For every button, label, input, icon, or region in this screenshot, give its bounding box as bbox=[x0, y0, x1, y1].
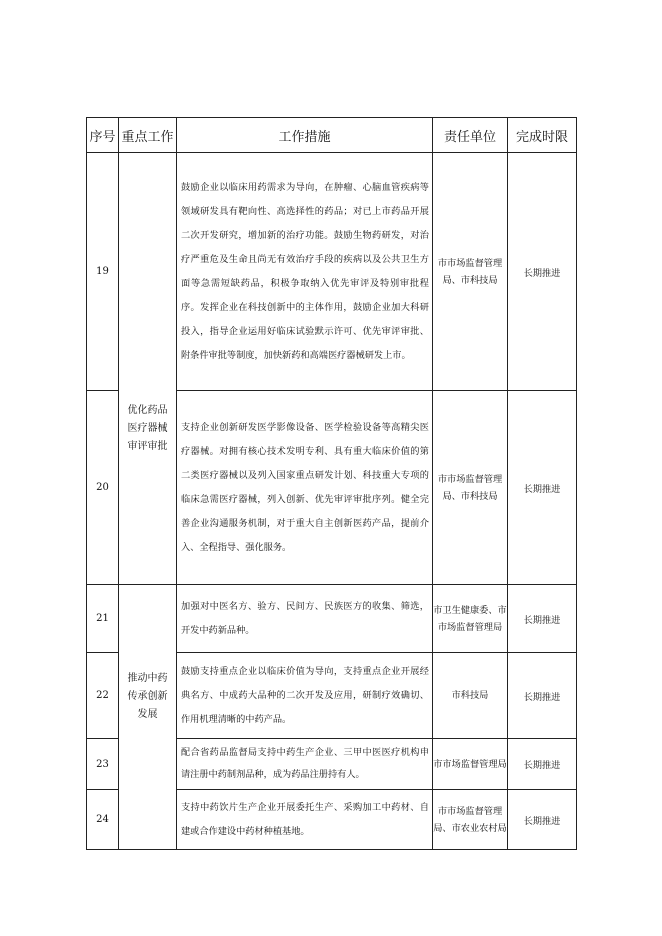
row-seq: 24 bbox=[87, 790, 119, 850]
deadline-cell: 长期推进 bbox=[508, 153, 577, 391]
responsible-cell: 市市场监督管理局、市农业农村局 bbox=[433, 790, 508, 850]
work-measures-table bbox=[86, 117, 577, 850]
measures-cell: 支持企业创新研发医学影像设备、医学检验设备等高精尖医疗器械。对拥有核心技术发明专利、具有重大临床价值的第二类医疗器械以及列入国家重点研发计划、科技重大专项的临床急需医疗器械，列入创新、优先审评审批序列。健全完善企业沟通服务机制，对于重大自主创新医药产品，提前介入、全程指导、强化服务。 bbox=[177, 391, 433, 585]
header-seq: 序号 bbox=[87, 118, 119, 153]
responsible-cell: 市市场监督管理局、市科技局 bbox=[433, 153, 508, 391]
key-work-text: 推动中药传承创新发展 bbox=[127, 673, 168, 720]
measures-cell: 鼓励企业以临床用药需求为导向，在肿瘤、心脑血管疾病等领域研发具有靶向性、高选择性的药品；对已上市药品开展二次开发研究，增加新的治疗功能。鼓励生物药研发，对治疗严重危及生命且尚无有效治疗手段的疾病以及公共卫生方面等急需短缺药品，积极争取纳入优先审评及特别审批程序。发挥企业在科技创新中的主体作用，鼓励企业加大科研投入，指导企业运用好临床试验默示许可、优先审评审批、附条件审批等制度，加快新药和高端医疗器械研发上市。 bbox=[177, 153, 433, 391]
header-measures: 工作措施 bbox=[177, 118, 433, 153]
deadline-cell: 长期推进 bbox=[508, 790, 577, 850]
deadline-cell: 长期推进 bbox=[508, 391, 577, 585]
measures-cell: 配合省药品监督局支持中药生产企业、三甲中医医疗机构申请注册中药制剂品种，成为药品注册持有人。 bbox=[177, 739, 433, 790]
measures-cell: 加强对中医名方、验方、民间方、民族医方的收集、筛选，开发中药新品种。 bbox=[177, 585, 433, 653]
header-responsible: 责任单位 bbox=[433, 118, 508, 153]
header-deadline: 完成时限 bbox=[508, 118, 577, 153]
responsible-cell: 市科技局 bbox=[433, 653, 508, 739]
row-seq: 21 bbox=[87, 585, 119, 653]
table-header-row bbox=[87, 118, 577, 153]
row-seq: 19 bbox=[87, 153, 119, 391]
responsible-cell: 市市场监督管理局、市科技局 bbox=[433, 391, 508, 585]
key-work-cell bbox=[119, 585, 177, 850]
header-key-work: 重点工作 bbox=[119, 118, 177, 153]
measures-cell: 支持中药饮片生产企业开展委托生产、采购加工中药材、自建或合作建设中药材种植基地。 bbox=[177, 790, 433, 850]
row-seq: 23 bbox=[87, 739, 119, 790]
responsible-cell: 市市场监督管理局 bbox=[433, 739, 508, 790]
key-work-text: 优化药品医疗器械审评审批 bbox=[127, 404, 168, 452]
deadline-cell: 长期推进 bbox=[508, 739, 577, 790]
row-seq: 20 bbox=[87, 391, 119, 585]
table-row bbox=[87, 153, 577, 391]
table-row bbox=[87, 585, 577, 653]
deadline-cell: 长期推进 bbox=[508, 653, 577, 739]
responsible-cell: 市卫生健康委、市市场监督管理局 bbox=[433, 585, 508, 653]
key-work-cell bbox=[119, 153, 177, 585]
row-seq: 22 bbox=[87, 653, 119, 739]
deadline-cell: 长期推进 bbox=[508, 585, 577, 653]
measures-cell: 鼓励支持重点企业以临床价值为导向，支持重点企业开展经典名方、中成药大品种的二次开发及应用，研制疗效确切、作用机理清晰的中药产品。 bbox=[177, 653, 433, 739]
